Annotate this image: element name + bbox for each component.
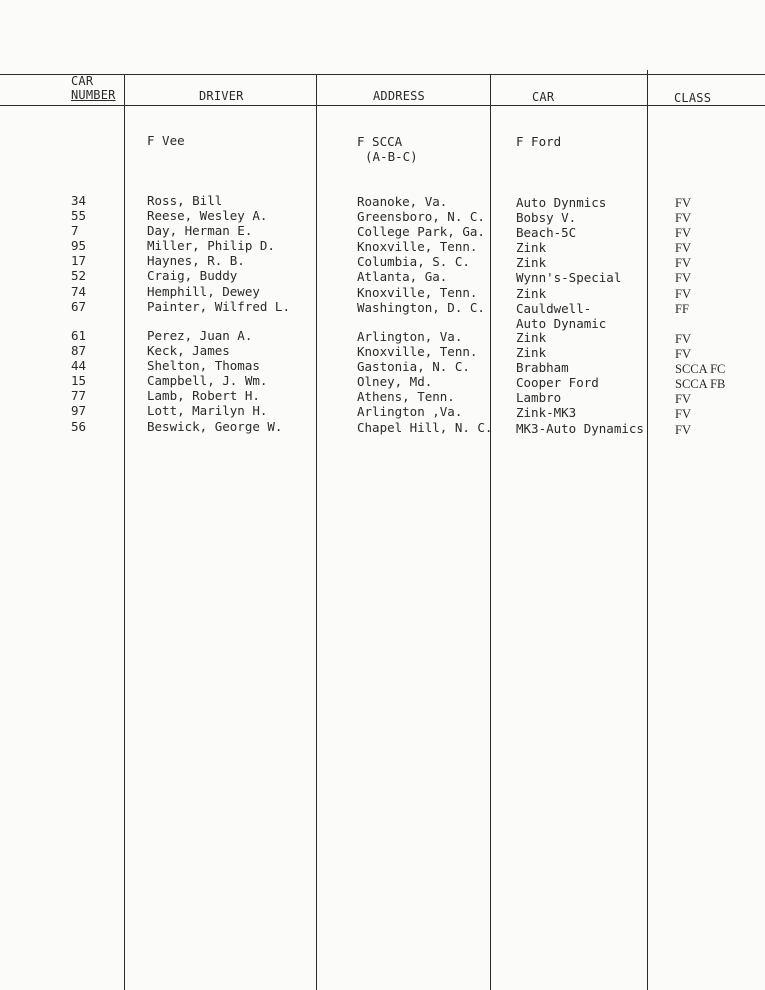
class-code: FV	[675, 211, 691, 226]
car-model: Beach-5C	[516, 225, 577, 241]
car-model: Zink	[516, 240, 547, 256]
car-model: Zink	[516, 255, 547, 271]
driver-column-2	[147, 328, 282, 434]
class-code: FV	[675, 226, 691, 241]
car-column	[516, 195, 621, 331]
header-class: CLASS	[674, 91, 712, 105]
address-text: Athens, Tenn.	[357, 389, 455, 405]
car-number: 67	[71, 298, 87, 314]
car-number: 44	[71, 358, 87, 374]
car-number: 15	[71, 373, 87, 389]
section-address-class-line2: (A-B-C)	[365, 149, 418, 164]
header-car-number-line1: CAR	[71, 74, 94, 88]
address-text: Arlington, Va.	[357, 329, 463, 344]
class-code: FV	[675, 332, 691, 346]
address-text: Washington, D. C.	[357, 299, 485, 315]
address-text: College Park, Ga.	[357, 224, 485, 240]
car-model: Cooper Ford	[516, 375, 599, 391]
section-address-class-line1: F SCCA	[357, 134, 403, 149]
car-number: 55	[71, 208, 87, 224]
address-text: Roanoke, Va.	[357, 194, 448, 209]
driver-name: Lamb, Robert H.	[147, 388, 260, 404]
class-code: SCCA FC	[675, 362, 726, 377]
class-code: FF	[675, 301, 689, 316]
address-text: Atlanta, Ga.	[357, 269, 448, 285]
column-divider-3	[490, 74, 491, 990]
driver-name: Craig, Buddy	[147, 268, 238, 284]
address-column-2	[357, 329, 492, 435]
address-text: Chapel Hill, N. C.	[357, 419, 493, 435]
column-divider-2	[316, 74, 317, 990]
car-number: 7	[71, 223, 79, 239]
address-text: Arlington ,Va.	[357, 404, 463, 420]
column-divider-4	[647, 70, 648, 990]
address-text: Olney, Md.	[357, 374, 433, 390]
class-code: FV	[675, 196, 691, 210]
driver-name: Painter, Wilfred L.	[147, 298, 290, 314]
header-car: CAR	[532, 90, 555, 104]
car-number-column	[71, 193, 86, 314]
car-number: 77	[71, 388, 87, 404]
car-number: 74	[71, 283, 87, 299]
driver-name: Ross, Bill	[147, 193, 223, 208]
car-number-column-2	[71, 328, 86, 434]
car-model: Lambro	[516, 390, 562, 406]
header-top-rule	[0, 74, 765, 75]
car-number: 97	[71, 403, 87, 419]
car-number: 34	[71, 193, 87, 208]
car-model: MK3-Auto Dynamics	[516, 420, 644, 436]
car-model: Zink	[516, 345, 547, 361]
car-model: Auto Dynmics	[516, 195, 607, 210]
class-code: FV	[675, 256, 691, 271]
header-car-number-line2: NUMBER	[71, 88, 116, 102]
driver-name: Campbell, J. Wm.	[147, 373, 268, 389]
class-column	[675, 196, 691, 317]
column-divider-1	[124, 74, 125, 990]
address-text: Knoxville, Tenn.	[357, 239, 478, 255]
driver-name: Day, Herman E.	[147, 223, 253, 239]
driver-name: Miller, Philip D.	[147, 238, 275, 254]
driver-name: Keck, James	[147, 343, 230, 359]
driver-name: Beswick, George W.	[147, 418, 283, 434]
class-code: SCCA FB	[675, 377, 726, 392]
car-model: Bobsy V.	[516, 210, 577, 226]
driver-name: Haynes, R. B.	[147, 253, 245, 269]
car-number: 87	[71, 343, 87, 359]
address-text: Gastonia, N. C.	[357, 359, 470, 375]
address-column	[357, 194, 485, 315]
address-text: Knoxville, Tenn.	[357, 344, 478, 360]
driver-column	[147, 193, 290, 314]
class-column-2	[675, 332, 725, 438]
driver-name: Shelton, Thomas	[147, 358, 260, 374]
car-model: Cauldwell-	[516, 300, 592, 316]
driver-name: Hemphill, Dewey	[147, 283, 260, 299]
address-text: Columbia, S. C.	[357, 254, 470, 270]
section-driver-class: F Vee	[147, 133, 185, 148]
car-column-2	[516, 330, 644, 436]
car-model-continuation: Auto Dynamic	[516, 315, 607, 331]
car-number: 52	[71, 268, 87, 284]
car-model: Brabham	[516, 360, 569, 376]
class-code: FV	[675, 422, 691, 437]
driver-name: Perez, Juan A.	[147, 328, 253, 343]
header-address: ADDRESS	[373, 89, 425, 103]
car-model: Zink	[516, 285, 547, 301]
car-number: 95	[71, 238, 87, 254]
header-bottom-rule	[0, 105, 765, 106]
car-number: 61	[71, 328, 87, 343]
class-code: FV	[675, 286, 691, 301]
header-driver: DRIVER	[199, 89, 244, 103]
driver-name: Reese, Wesley A.	[147, 208, 268, 224]
class-code: FV	[675, 407, 691, 422]
car-number: 17	[71, 253, 87, 269]
section-car-class: F Ford	[516, 134, 562, 149]
class-code: FV	[675, 392, 691, 407]
car-model: Wynn's-Special	[516, 270, 622, 286]
address-text: Knoxville, Tenn.	[357, 284, 478, 300]
class-code: FV	[675, 347, 691, 362]
address-text: Greensboro, N. C.	[357, 209, 485, 225]
class-code: FV	[675, 241, 691, 256]
class-code: FV	[675, 271, 691, 286]
car-number: 56	[71, 418, 87, 434]
driver-name: Lott, Marilyn H.	[147, 403, 268, 419]
car-model: Zink-MK3	[516, 405, 577, 421]
car-model: Zink	[516, 330, 547, 345]
